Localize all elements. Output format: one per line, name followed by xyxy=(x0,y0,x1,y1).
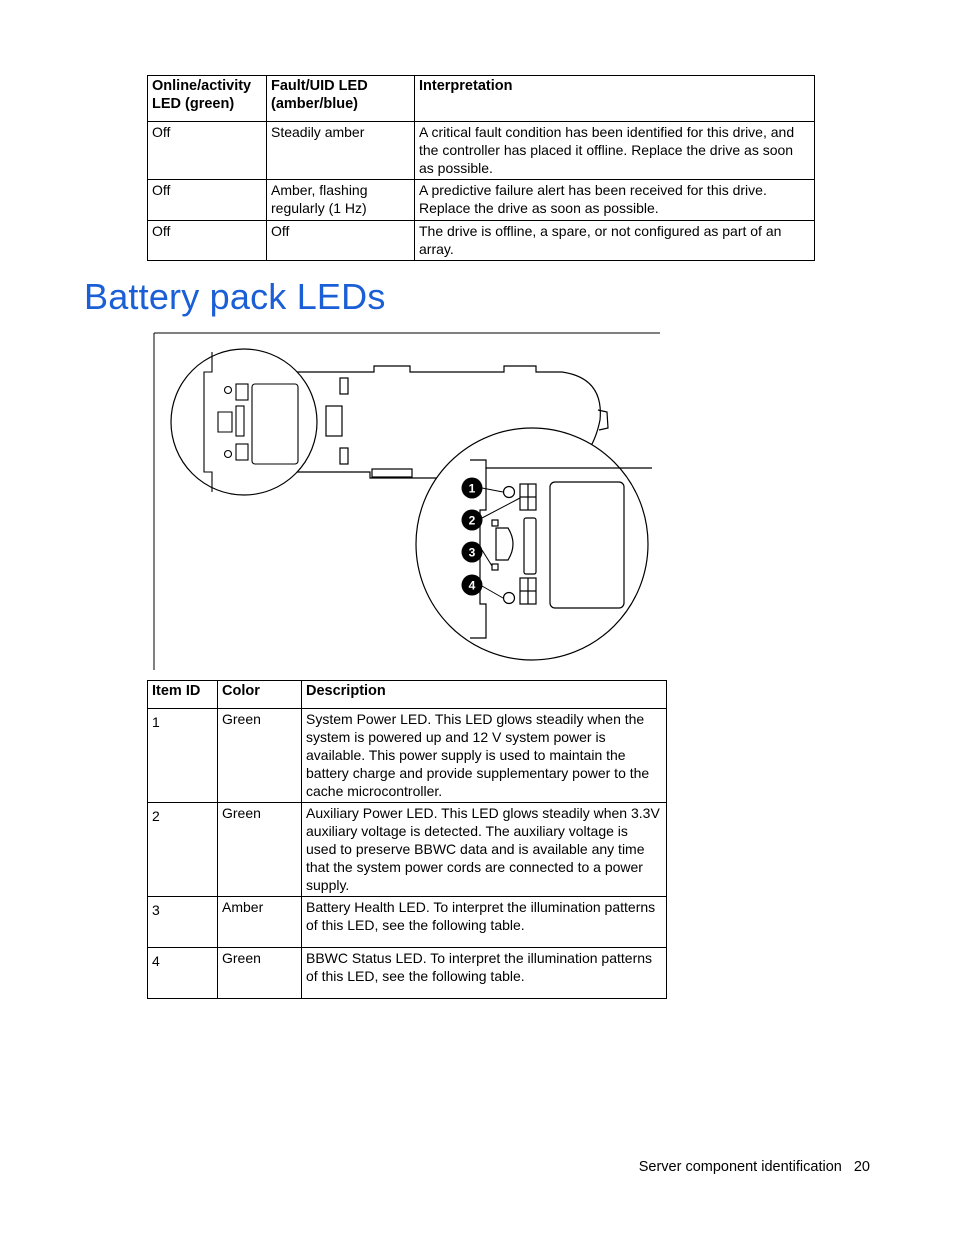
table-header-row xyxy=(148,76,815,122)
section-title: Battery pack LEDs xyxy=(84,276,386,317)
table-cell: Battery Health LED. To interpret the illumination patterns of this LED, see the following table. xyxy=(302,897,667,948)
led-panel-inset-small xyxy=(171,349,317,495)
column-header: Online/activity LED (green) xyxy=(148,76,267,122)
table-cell: A critical fault condition has been identified for this drive, and the controller has placed it offline. Replace the drive as soon as possible. xyxy=(415,122,815,180)
table-row xyxy=(148,709,667,803)
table-cell: 4 xyxy=(148,948,218,999)
table-row xyxy=(148,948,667,999)
footer-section-name: Server component identification xyxy=(638,1159,842,1175)
battery-pack-illustration xyxy=(152,332,664,672)
column-header: Interpretation xyxy=(415,76,815,122)
table-cell: Amber xyxy=(218,897,302,948)
callout-2 xyxy=(462,510,483,531)
table-cell: Amber, flashing regularly (1 Hz) xyxy=(267,180,415,221)
callout-label: 1 xyxy=(468,481,476,496)
callout-3 xyxy=(462,542,483,563)
drive-led-table xyxy=(147,75,815,261)
callout-label: 3 xyxy=(468,545,476,560)
callout-label: 4 xyxy=(468,578,476,593)
battery-led-table xyxy=(147,680,667,999)
table-cell: System Power LED. This LED glows steadily when the system is powered up and 12 V system power is available. This power supply is used to maintain the battery charge and provide supplementary power to the cache microcontroller. xyxy=(302,709,667,803)
table-cell: A predictive failure alert has been received for this drive. Replace the drive as soon as possible. xyxy=(415,180,815,221)
table-header-row xyxy=(148,681,667,709)
column-header: Description xyxy=(302,681,667,709)
table-cell: Steadily amber xyxy=(267,122,415,180)
table-row xyxy=(148,180,815,221)
table-row xyxy=(148,897,667,948)
page-footer xyxy=(639,1159,870,1175)
table-row xyxy=(148,803,667,897)
page-number: 20 xyxy=(853,1159,870,1175)
led-panel-inset-large xyxy=(416,428,652,660)
table-cell: 2 xyxy=(148,803,218,897)
table-cell: Off xyxy=(148,180,267,221)
callout-4 xyxy=(462,575,483,596)
column-header: Color xyxy=(218,681,302,709)
table-cell: The drive is offline, a spare, or not configured as part of an array. xyxy=(415,221,815,261)
table-cell: Green xyxy=(218,948,302,999)
table-cell: BBWC Status LED. To interpret the illumination patterns of this LED, see the following table. xyxy=(302,948,667,999)
callout-label: 2 xyxy=(468,513,476,528)
table-cell: Green xyxy=(218,709,302,803)
column-header: Item ID xyxy=(148,681,218,709)
table-cell: Off xyxy=(148,122,267,180)
table-cell: Off xyxy=(267,221,415,261)
table-cell: Off xyxy=(148,221,267,261)
table-cell: Auxiliary Power LED. This LED glows steadily when 3.3V auxiliary voltage is detected. The auxiliary voltage is used to preserve BBWC data and is available any time that the system power cords are connected to a power supply. xyxy=(302,803,667,897)
battery-pack-diagram xyxy=(152,332,664,672)
column-header: Fault/UID LED (amber/blue) xyxy=(267,76,415,122)
table-cell: 1 xyxy=(148,709,218,803)
callout-1 xyxy=(462,478,483,499)
table-cell: Green xyxy=(218,803,302,897)
table-row xyxy=(148,122,815,180)
table-cell: 3 xyxy=(148,897,218,948)
table-row xyxy=(148,221,815,261)
